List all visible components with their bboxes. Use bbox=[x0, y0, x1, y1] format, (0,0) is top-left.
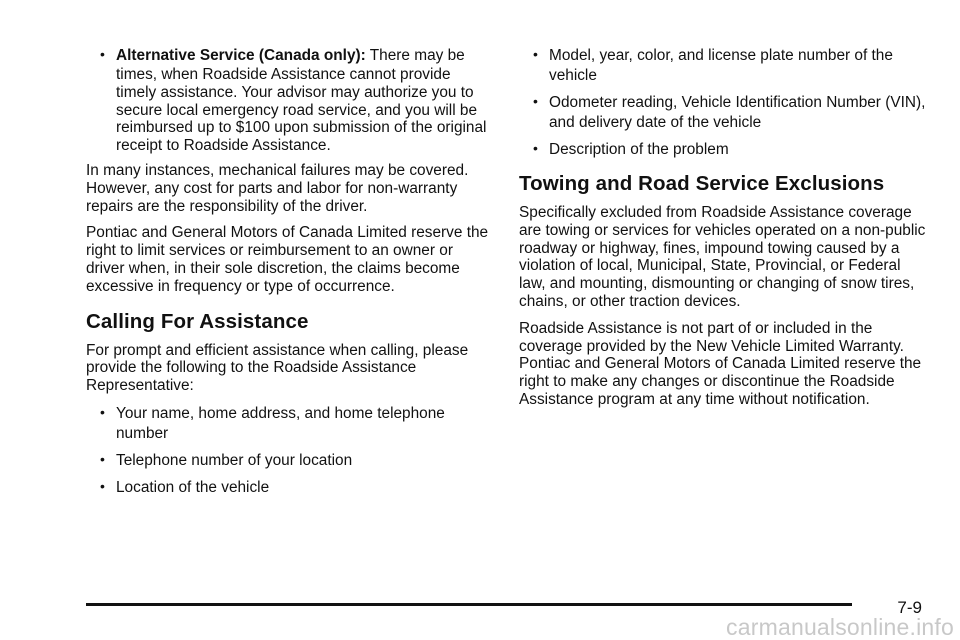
bullet-alternative-service bbox=[86, 46, 492, 155]
list-item-text: Odometer reading, Vehicle Identification Number (VIN), and delivery date of the vehicle bbox=[549, 94, 926, 131]
paragraph-reserve-right: Pontiac and General Motors of Canada Limited reserve the right to limit services or reimbursement to an owner or driver when, in their sole discretion, the claims become excessive in frequency or type of occurrence. bbox=[86, 224, 489, 295]
list-item-text: Your name, home address, and home telephone number bbox=[116, 404, 445, 442]
heading-towing-exclusions: Towing and Road Service Exclusions bbox=[519, 172, 885, 195]
list-item bbox=[519, 140, 929, 160]
right-column bbox=[519, 46, 929, 418]
watermark: carmanualsonline.info bbox=[726, 614, 954, 640]
page-number: 7-9 bbox=[897, 598, 922, 617]
footer-rule bbox=[86, 603, 852, 606]
list-item-text: Location of the vehicle bbox=[116, 478, 270, 496]
list-item bbox=[86, 404, 492, 444]
bullet-icon: • bbox=[533, 93, 538, 109]
bullet-continuation: times, when Roadside Assistance cannot provide timely assistance. Your advisor may authorize you to secure local emergency road service, and you will be reimbursed up to $100 upon submission of the original receipt to Roadside Assistance. bbox=[116, 66, 487, 155]
bullet-icon: • bbox=[533, 46, 538, 62]
left-column bbox=[86, 46, 492, 505]
bullet-icon: • bbox=[533, 140, 538, 156]
list-item bbox=[86, 451, 492, 471]
list-item bbox=[86, 478, 492, 498]
bullet-text: There may be bbox=[365, 47, 465, 64]
list-item-text: Telephone number of your location bbox=[116, 451, 353, 469]
paragraph-calling: For prompt and efficient assistance when calling, please provide the following to the Roadside Assistance Representative: bbox=[86, 341, 469, 395]
list-item-text: Model, year, color, and license plate number of the vehicle bbox=[549, 47, 893, 84]
paragraph-mechanical-failures: In many instances, mechanical failures may be covered. However, any cost for parts and labor for non-warranty repairs are the responsibility of the driver. bbox=[86, 161, 469, 215]
bullet-icon: • bbox=[100, 477, 105, 494]
bullet-icon: • bbox=[100, 403, 105, 420]
heading-calling-for-assistance: Calling For Assistance bbox=[86, 309, 309, 333]
list-item-text: Description of the problem bbox=[549, 141, 729, 158]
list-item bbox=[519, 46, 929, 86]
bullet-lead: Alternative Service (Canada only): bbox=[116, 47, 366, 64]
paragraph-exclusions: Specifically excluded from Roadside Assistance coverage are towing or services for vehicles operated on a non-public roadway or highway, fines, impound towing caused by a violation of local, Municipal, State, Provincial, or Federal law, and mounting, dismounting or changing of snow tires, chains, or other traction devices. bbox=[519, 204, 926, 310]
list-item bbox=[519, 93, 929, 133]
bullet-icon: • bbox=[100, 450, 105, 467]
paragraph-not-part-of-warranty: Roadside Assistance is not part of or included in the coverage provided by the New Vehicle Limited Warranty. Pontiac and General Motors of Canada Limited reserve the right to make any changes or discontinue the Roadside Assistance program at any time without notification. bbox=[519, 319, 922, 408]
bullet-icon: • bbox=[100, 46, 105, 62]
